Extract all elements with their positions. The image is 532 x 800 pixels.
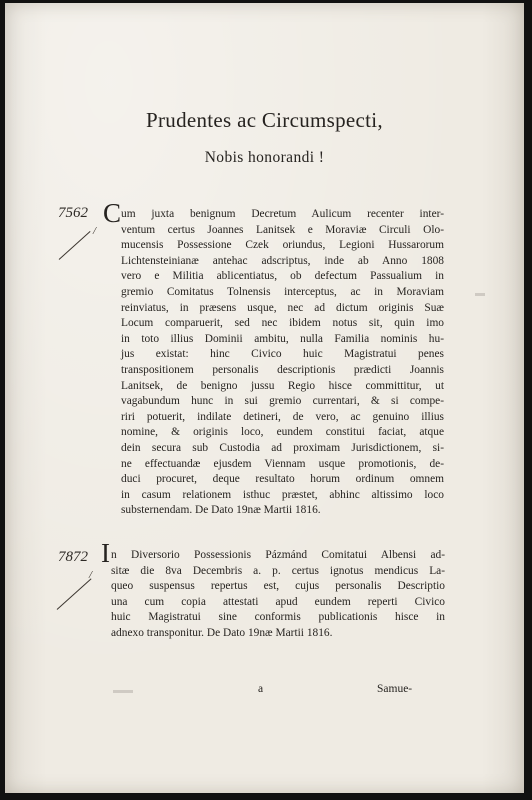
text-line: queo suspensus repertus est, cujus personalis Descriptio	[111, 580, 445, 593]
text-line: n Diversorio Possessionis Pázmánd Comitatui Albensi ad-	[111, 549, 445, 561]
text-line: gremio Comitatus Tolnensis interceptus, ac in Moraviam	[121, 285, 444, 298]
text-line: substernendam. De Dato 19næ Martii 1816.	[121, 504, 321, 517]
text-line: ventum certus Joannes Lanitsek e Moraviæ Circuli Olo-	[121, 223, 444, 236]
text-line: duci procuret, deque resultato horum ordinum omnem	[121, 473, 444, 486]
text-line: vero e Militia ablicentiatus, ob defectum Passualium in	[121, 270, 444, 283]
margin-tick-mark: /	[93, 225, 97, 237]
bleed-through-mark: ▬▬	[113, 685, 133, 696]
document-title: Prudentes ac Circumspecti,	[146, 108, 383, 132]
text-line: in casum relationem isthuc præstet, abhinc altissimo loco	[121, 488, 444, 501]
text-line: transpositionem personalis descriptionis prædicti Joannis	[121, 363, 444, 376]
signature-mark: a	[258, 683, 264, 695]
text-line: um juxta benignum Decretum Aulicum recenter inter-	[121, 208, 444, 220]
text-line: sitæ die 8va Decembris a. p. certus ignotus mendicus La-	[111, 564, 445, 577]
text-line: Lanitsek, de benigno jussu Regio hisce committitur, ut	[121, 379, 444, 392]
text-line: huic Magistratui sine conformis publicationis hisce in	[111, 611, 445, 624]
text-line: Lichtensteinianæ antehac adscriptus, inde ab Anno 1808	[121, 254, 444, 267]
text-line: adnexo transponitur. De Dato 19næ Martii 1816.	[111, 626, 333, 639]
margin-tick-mark: /	[89, 569, 93, 581]
document-page	[5, 3, 524, 793]
text-line: ne effectuandæ ejusdem Viennam usque promotionis, de-	[121, 457, 444, 470]
document-subtitle: Nobis honorandi !	[204, 149, 325, 166]
text-line: reinviatus, in præsens usque, nec ad dictum originis Suæ	[121, 301, 444, 314]
text-line: vagabundum hunc in sui gremio currentari, & si compe-	[121, 395, 444, 408]
notice-number: 7562	[58, 205, 88, 221]
text-line: Locum comparuerit, sed nec ibidem notus sit, quin imo	[121, 317, 444, 330]
bleed-through-mark: ▬	[475, 288, 485, 299]
text-line: mucensis Possessione Czek oriundus, Legioni Hussarorum	[121, 239, 444, 252]
catchword: Samue-	[377, 683, 413, 695]
text-line: jus existat: hinc Civico huic Magistratui penes	[121, 348, 444, 361]
margin-slash-mark	[59, 231, 91, 260]
text-line: dein secura sub Custodia ad proximam Jurisdictionem, si-	[121, 441, 444, 454]
notice-number: 7872	[58, 549, 88, 565]
text-line: nomine, & originis loco, eundem constitui faciat, atque	[121, 426, 444, 439]
text-line: in toto illius Dominii ambitu, nulla Familia nominis hu-	[121, 332, 444, 345]
margin-slash-mark	[57, 578, 92, 610]
notice-paragraph	[121, 207, 444, 519]
text-line: riri potuerit, indilate detineri, de vero, ac genuino illius	[121, 410, 444, 423]
drop-initial: C	[103, 198, 122, 228]
text-line: una cum copia attestati apud eundem reperti Civico	[111, 595, 445, 608]
notice-paragraph	[111, 548, 445, 642]
drop-initial: I	[101, 538, 110, 568]
